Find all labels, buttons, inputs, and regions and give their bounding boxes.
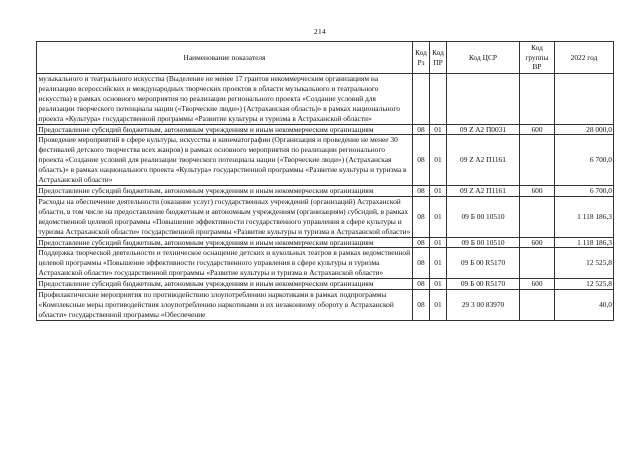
row-sum: 12 525,8 [555, 279, 614, 290]
row-sum: 6 700,0 [555, 185, 614, 196]
row-rz: 08 [413, 185, 430, 196]
table-row [37, 279, 614, 290]
table-row [37, 135, 614, 186]
row-csr: 09 Б 00 R5170 [447, 279, 520, 290]
row-sum: 12 525,8 [555, 248, 614, 279]
header-rz: Код Рз [413, 42, 430, 74]
row-pr: 01 [430, 196, 447, 237]
row-rz: 08 [413, 124, 430, 135]
row-csr: 09 Z A2 П0031 [447, 124, 520, 135]
table-row [37, 237, 614, 248]
row-sum: 1 118 186,3 [555, 237, 614, 248]
row-pr: 01 [430, 237, 447, 248]
row-rz: 08 [413, 196, 430, 237]
row-vr [520, 196, 555, 237]
table-row [37, 74, 614, 125]
row-sum: 28 000,0 [555, 124, 614, 135]
table-row [37, 196, 614, 237]
table-header-row [37, 42, 614, 74]
page-number: 214 [313, 27, 327, 36]
table-row [37, 185, 614, 196]
row-sum: 1 118 186,3 [555, 196, 614, 237]
row-name: Предоставление субсидий бюджетным, автономным учреждениям и иным некоммерческим организациям [37, 185, 413, 196]
row-vr [520, 74, 555, 125]
row-name: музыкального и театрального искусства (Выделение не менее 17 грантов некоммерческим организациям на реализацию всероссийских и международных творческих проектов в области музыкального и театрального искусства) в рамках основного мероприятия по реализации регионального проекта «Создание условий для реализации творческого потенциала нации («Творческие люди») (Астраханская область)» в рамках национального проекта «Культура» государственной программы «Развитие культуры и туризма в Астраханской области» [37, 74, 413, 125]
row-csr: 09 Б 00 10510 [447, 196, 520, 237]
row-name: Расходы на обеспечение деятельности (оказание услуг) государственных учреждений (организаций) Астраханской области, в том числе на предоставление бюджетным и автономным учреждениям (организациям) субсидий, в рамках ведомственной целевой программы «Повышение эффективности государственного управления в сфере культуры и туризма Астраханской области» государственной программы «Развитие культуры и туризма в Астраханской области» [37, 196, 413, 237]
row-vr: 600 [520, 124, 555, 135]
row-rz [413, 74, 430, 125]
row-pr: 01 [430, 135, 447, 186]
row-pr [430, 74, 447, 125]
row-pr: 01 [430, 124, 447, 135]
row-rz: 08 [413, 290, 430, 321]
row-vr: 600 [520, 185, 555, 196]
table-row [37, 290, 614, 321]
row-pr: 01 [430, 248, 447, 279]
row-name: Профилактические мероприятия по противодействию злоупотреблению наркотиками в рамках подпрограммы «Комплексные меры противодействия злоупотреблению наркотиками и их незаконному обороту в Астраханской области» государственной программы «Обеспечение [37, 290, 413, 321]
header-name: Наименование показателя [37, 42, 413, 74]
row-rz: 08 [413, 237, 430, 248]
row-rz: 08 [413, 248, 430, 279]
row-vr: 600 [520, 279, 555, 290]
row-pr: 01 [430, 290, 447, 321]
header-vr: Код группы ВР [520, 42, 555, 74]
table-row [37, 248, 614, 279]
row-name: Предоставление субсидий бюджетным, автономным учреждениям и иным некоммерческим организациям [37, 237, 413, 248]
row-csr: 09 Z A2 П1161 [447, 185, 520, 196]
row-vr [520, 135, 555, 186]
row-sum: 6 700,0 [555, 135, 614, 186]
header-year: 2022 год [555, 42, 614, 74]
row-csr: 29 3 00 83970 [447, 290, 520, 321]
row-csr: 09 Z A2 П1161 [447, 135, 520, 186]
row-pr: 01 [430, 279, 447, 290]
header-csr: Код ЦСР [447, 42, 520, 74]
row-csr: 09 Б 00 R5170 [447, 248, 520, 279]
row-csr: 09 Б 00 10510 [447, 237, 520, 248]
table-row [37, 124, 614, 135]
row-sum [555, 74, 614, 125]
row-vr [520, 290, 555, 321]
row-vr [520, 248, 555, 279]
row-rz: 08 [413, 279, 430, 290]
row-vr: 600 [520, 237, 555, 248]
row-name: Предоставление субсидий бюджетным, автономным учреждениям и иным некоммерческим организациям [37, 124, 413, 135]
row-csr [447, 74, 520, 125]
row-rz: 08 [413, 135, 430, 186]
row-pr: 01 [430, 185, 447, 196]
budget-table [36, 41, 614, 321]
header-pr: Код ПР [430, 42, 447, 74]
row-name: Проведение мероприятий в сфере культуры, искусства и кинематографии (Организация и проведение не менее 30 фестивалей детского творчества всех жанров) в рамках основного мероприятия по реализации регионального проекта «Создание условий для реализации творческого потенциала нации («Творческие люди») (Астраханская область)» в рамках национального проекта «Культура» государственной программы «Развитие культуры и туризма в Астраханской области» [37, 135, 413, 186]
row-sum: 40,0 [555, 290, 614, 321]
row-name: Предоставление субсидий бюджетным, автономным учреждениям и иным некоммерческим организациям [37, 279, 413, 290]
row-name: Поддержка творческой деятельности и техническое оснащение детских и кукольных театров в рамках ведомственной целевой программы «Повышение эффективности государственного управления в сфере культуры и туризма Астраханской области» государственной программы «Развитие культуры и туризма в Астраханской области» [37, 248, 413, 279]
